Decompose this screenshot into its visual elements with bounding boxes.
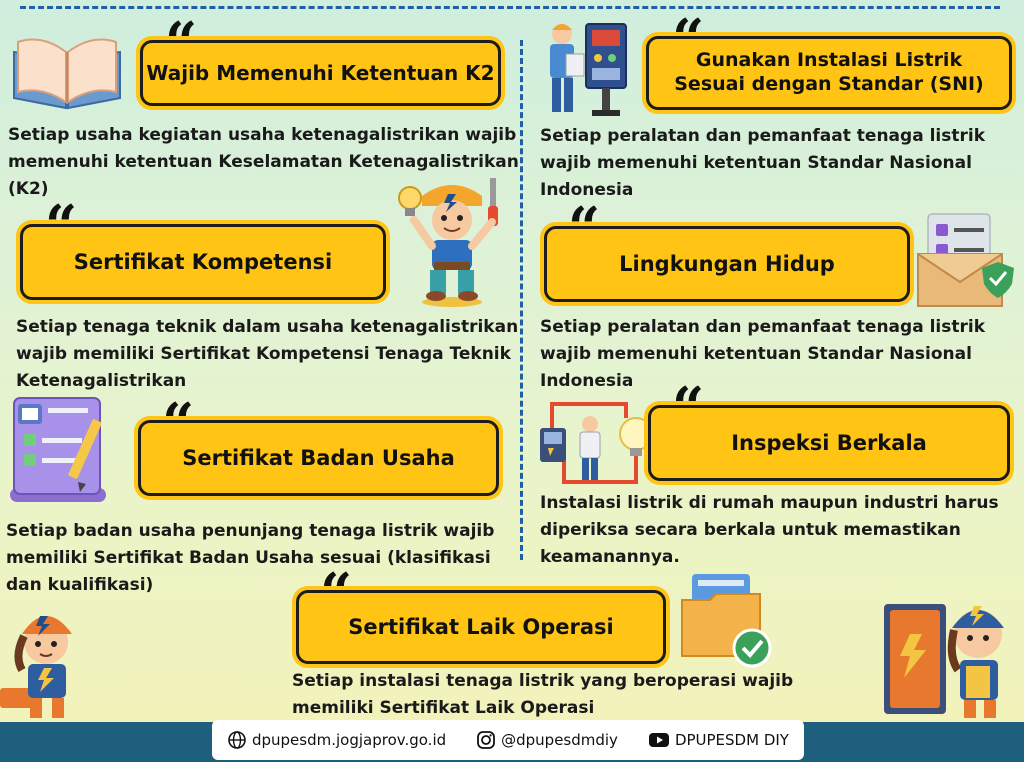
center-divider — [520, 40, 523, 560]
desc-line: Setiap usaha kegiatan usaha ketenagalistrikan wajib — [8, 125, 517, 145]
folder-check-icon — [676, 570, 776, 668]
electrician-boy-icon — [396, 176, 508, 308]
inspection-circuit-icon — [538, 398, 646, 490]
title-text: Sertifikat Laik Operasi — [348, 614, 614, 639]
section-desc-lingkungan — [540, 314, 985, 395]
desc-line: Instalasi listrik di rumah maupun industri harus — [540, 493, 999, 513]
desc-line: (K2) — [8, 179, 49, 199]
section-desc-kompetensi — [16, 314, 518, 395]
section-title-slo — [296, 590, 666, 664]
section-desc-sni — [540, 123, 985, 204]
youtube-icon — [648, 732, 670, 748]
instagram-icon — [476, 730, 496, 750]
desc-line: memiliki Sertifikat Badan Usaha sesuai (klasifikasi — [6, 548, 491, 568]
title-text: Inspeksi Berkala — [731, 430, 927, 455]
title-text: Lingkungan Hidup — [619, 251, 835, 276]
instagram-text: @dpupesdmdiy — [501, 731, 618, 749]
desc-line: Indonesia — [540, 180, 634, 200]
desc-line: Setiap badan usaha penunjang tenaga listrik wajib — [6, 521, 495, 541]
desc-line: memiliki Sertifikat Laik Operasi — [292, 698, 595, 718]
desc-line: wajib memenuhi ketentuan Standar Nasional — [540, 153, 972, 173]
globe-icon — [227, 730, 247, 750]
title-text: Sertifikat Badan Usaha — [182, 445, 455, 470]
desc-line: wajib memiliki Sertifikat Kompetensi Tenaga Teknik — [16, 344, 511, 364]
certificate-scroll-icon — [6, 394, 124, 506]
section-desc-inspeksi — [540, 490, 999, 571]
instagram-link[interactable] — [476, 730, 618, 750]
section-title-lingkungan — [544, 226, 910, 302]
section-title-badan-usaha — [138, 420, 499, 496]
title-line: Sesuai dengan Standar (SNI) — [674, 73, 984, 95]
title-line: Gunakan Instalasi Listrik — [695, 49, 963, 72]
desc-line: Setiap instalasi tenaga listrik yang beroperasi wajib — [292, 671, 794, 691]
footer-contact — [212, 720, 804, 760]
desc-line: keamanannya. — [540, 547, 680, 567]
section-desc-badan-usaha — [6, 518, 494, 599]
desc-line: wajib memenuhi ketentuan Standar Nasional — [540, 344, 972, 364]
desc-line: dan kualifikasi) — [6, 575, 154, 595]
technician-panel-icon — [540, 18, 640, 120]
electrician-girl-icon — [0, 596, 92, 722]
title-text: Sertifikat Kompetensi — [73, 249, 333, 274]
section-title-inspeksi — [648, 405, 1010, 481]
youtube-text: DPUPESDM DIY — [674, 731, 789, 749]
section-title-kompetensi — [20, 224, 386, 300]
desc-line: Ketenagalistrikan — [16, 371, 187, 391]
section-title-k2 — [140, 40, 501, 106]
desc-line: diperiksa secara berkala untuk memastikan — [540, 520, 961, 540]
open-book-icon — [8, 30, 126, 110]
desc-line: Setiap peralatan dan pemanfaat tenaga listrik — [540, 126, 985, 146]
youtube-link[interactable] — [648, 731, 789, 749]
top-divider — [20, 6, 1000, 9]
desc-line: Setiap peralatan dan pemanfaat tenaga listrik — [540, 317, 985, 337]
website-text: dpupesdm.jogjaprov.go.id — [251, 731, 447, 749]
envelope-checklist-icon — [914, 210, 1020, 310]
website-link[interactable] — [227, 730, 446, 750]
worker-meter-icon — [880, 594, 1020, 720]
section-title-sni — [646, 36, 1012, 110]
desc-line: memenuhi ketentuan Keselamatan Ketenagalistrikan — [8, 152, 519, 172]
section-desc-slo — [292, 668, 793, 722]
desc-line: Indonesia — [540, 371, 634, 391]
title-text: Wajib Memenuhi Ketentuan K2 — [146, 60, 495, 85]
desc-line: Setiap tenaga teknik dalam usaha ketenagalistrikan — [16, 317, 519, 337]
